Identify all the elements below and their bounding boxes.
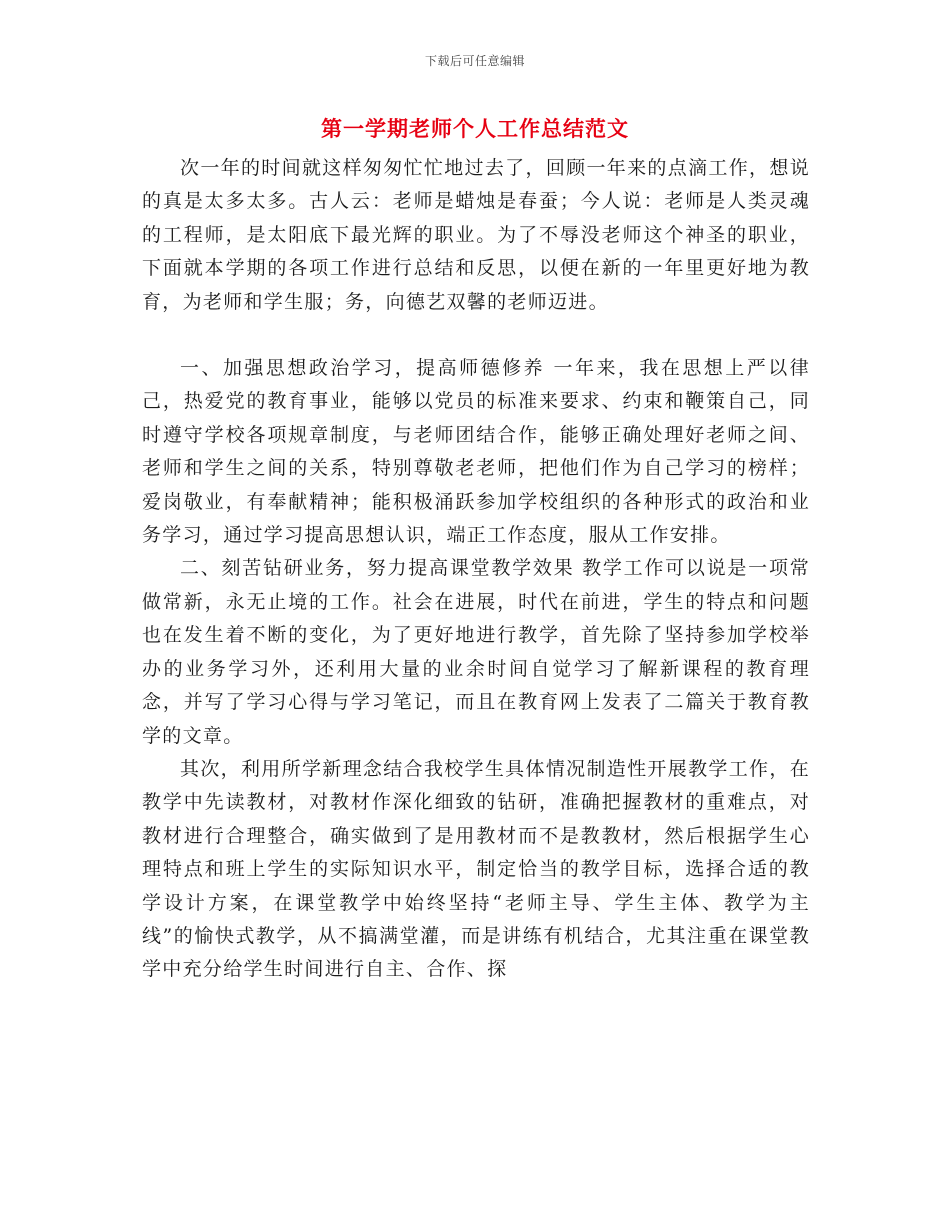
paragraph-intro: 次一年的时间就这样匆匆忙忙地过去了，回顾一年来的点滴工作，想说的真是太多太多。古人云：老师是蜡烛是春蚕；今人说：老师是人类灵魂的工程师，是太阳底下最光辉的职业。为了不辱没老师这个神圣的职业，下面就本学期的各项工作进行总结和反思，以便在新的一年里更好地为教育，为老师和学生服；务，向德艺双馨的老师迈进。 (142, 157, 810, 313)
header-note: 下载后可任意编辑 (424, 54, 525, 68)
paragraph-gap (142, 319, 810, 352)
paragraph-section-two: 二、刻苦钻研业务，努力提高课堂教学效果 教学工作可以说是一项常做常新，永无止境的工作。社会在进展，时代在前进，学生的特点和问题也在发生着不断的变化，为了更好地进行教学，首先除了坚持参加学校举办的业务学习外，还利用大量的业余时间自觉学习了解新课程的教育理念，并写了学习心得与学习笔记，而且在教育网上发表了二篇关于教育教学的文章。 (142, 557, 810, 747)
document-body (142, 152, 810, 987)
paragraph-secondly: 其次，利用所学新理念结合我校学生具体情况制造性开展教学工作，在教学中先读教材，对教材作深化细致的钻研，准确把握教材的重难点，对教材进行合理整合，确实做到了是用教材而不是教教材，然后根据学生心理特点和班上学生的实际知识水平，制定恰当的教学目标，选择合适的教学设计方案，在课堂教学中始终坚持“老师主导、学生主体、教学为主线”的愉快式教学，从不搞满堂灌，而是讲练有机结合，尤其注重在课堂教学中充分给学生时间进行自主、合作、探 (142, 757, 810, 981)
paragraph-section-one: 一、加强思想政治学习，提高师德修养 一年来，我在思想上严以律己，热爱党的教育事业，能够以党员的标准来要求、约束和鞭策自己，同时遵守学校各项规章制度，与老师团结合作，能够正确处理好老师之间、老师和学生之间的关系，特别尊敬老老师，把他们作为自己学习的榜样；爱岗敬业，有奉献精神；能积极涌跃参加学校组织的各种形式的政治和业务学习，通过学习提高思想认识，端正工作态度，服从工作安排。 (142, 357, 810, 547)
document-title: 第一学期老师个人工作总结范文 (321, 116, 629, 141)
